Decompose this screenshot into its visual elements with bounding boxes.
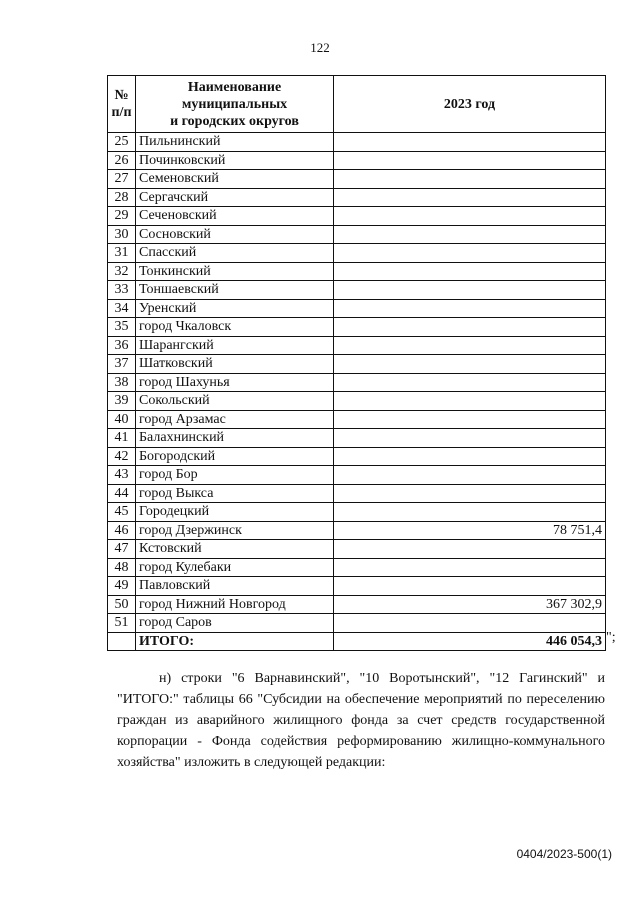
row-num: 51 [108, 614, 136, 633]
amendment-paragraph: н) строки "6 Варнавинский", "10 Воротынский", "12 Гагинский" и "ИТОГО:" таблицы 66 "Субсидии на обеспечение мероприятий по переселению граждан из аварийного жилищного фонда за счет средств государственной корпорации - Фонда содействия реформированию жилищно-коммунального хозяйства" изложить в следующей редакции: [117, 671, 605, 770]
table-row [108, 170, 606, 189]
row-name: город Выкса [136, 484, 334, 503]
row-name: Починковский [136, 151, 334, 170]
row-num: 44 [108, 484, 136, 503]
table-row [108, 466, 606, 485]
row-value: 78 751,4 [334, 521, 606, 540]
row-num: 37 [108, 355, 136, 374]
row-value [334, 429, 606, 448]
row-value [334, 355, 606, 374]
row-value [334, 373, 606, 392]
row-name: город Дзержинск [136, 521, 334, 540]
closing-quote: "; [606, 630, 616, 645]
row-value [334, 133, 606, 152]
table-header-row [108, 76, 606, 133]
table-row [108, 614, 606, 633]
table-row [108, 540, 606, 559]
table-row [108, 595, 606, 614]
table-row [108, 410, 606, 429]
header-num-line: № [114, 88, 129, 103]
row-num: 46 [108, 521, 136, 540]
row-value [334, 447, 606, 466]
table-row [108, 207, 606, 226]
row-value [334, 336, 606, 355]
row-value [334, 466, 606, 485]
row-num: 43 [108, 466, 136, 485]
row-num: 30 [108, 225, 136, 244]
row-num: 28 [108, 188, 136, 207]
table-row [108, 244, 606, 263]
row-num: 49 [108, 577, 136, 596]
row-name: город Кулебаки [136, 558, 334, 577]
table-row [108, 447, 606, 466]
header-name-line: муниципальных [181, 96, 288, 112]
row-value [334, 207, 606, 226]
total-row [108, 632, 606, 651]
row-name: Богородский [136, 447, 334, 466]
table-row [108, 281, 606, 300]
row-value [334, 151, 606, 170]
row-num: 36 [108, 336, 136, 355]
row-name: Кстовский [136, 540, 334, 559]
row-value [334, 503, 606, 522]
row-name: Сосновский [136, 225, 334, 244]
row-name: Павловский [136, 577, 334, 596]
row-value [334, 558, 606, 577]
row-num: 39 [108, 392, 136, 411]
row-value [334, 577, 606, 596]
total-label: ИТОГО: [136, 632, 334, 651]
row-value [334, 225, 606, 244]
table-row [108, 151, 606, 170]
row-num: 25 [108, 133, 136, 152]
row-value [334, 262, 606, 281]
row-value [334, 170, 606, 189]
row-name: город Бор [136, 466, 334, 485]
row-name: Сергачский [136, 188, 334, 207]
row-name: Спасский [136, 244, 334, 263]
table-row [108, 188, 606, 207]
header-year: 2023 год [334, 76, 606, 133]
row-num: 45 [108, 503, 136, 522]
row-name: город Саров [136, 614, 334, 633]
row-num: 32 [108, 262, 136, 281]
header-name-line: и городских округов [170, 113, 299, 129]
header-num [108, 76, 136, 133]
row-num: 38 [108, 373, 136, 392]
row-name: город Чкаловск [136, 318, 334, 337]
row-name: Сокольский [136, 392, 334, 411]
row-name: Шатковский [136, 355, 334, 374]
table-row [108, 521, 606, 540]
table-row [108, 225, 606, 244]
table-row [108, 577, 606, 596]
row-num: 48 [108, 558, 136, 577]
row-name: город Нижний Новгород [136, 595, 334, 614]
row-name: Тоншаевский [136, 281, 334, 300]
row-value: 367 302,9 [334, 595, 606, 614]
table-row [108, 355, 606, 374]
row-value [334, 484, 606, 503]
row-name: Городецкий [136, 503, 334, 522]
row-value [334, 318, 606, 337]
table-row [108, 429, 606, 448]
row-num: 26 [108, 151, 136, 170]
row-name: Уренский [136, 299, 334, 318]
table-row [108, 299, 606, 318]
row-name: город Арзамас [136, 410, 334, 429]
row-num: 31 [108, 244, 136, 263]
row-value [334, 299, 606, 318]
row-num: 27 [108, 170, 136, 189]
row-name: город Шахунья [136, 373, 334, 392]
row-value [334, 244, 606, 263]
page-number: 122 [310, 40, 330, 55]
header-num-line: п/п [111, 105, 132, 120]
row-num: 50 [108, 595, 136, 614]
row-value [334, 614, 606, 633]
table-row [108, 392, 606, 411]
table-row [108, 133, 606, 152]
row-value [334, 188, 606, 207]
row-name: Балахнинский [136, 429, 334, 448]
header-name-line: Наименование [187, 79, 282, 95]
row-num: 35 [108, 318, 136, 337]
row-num: 34 [108, 299, 136, 318]
row-value [334, 392, 606, 411]
row-name: Тонкинский [136, 262, 334, 281]
table-row [108, 336, 606, 355]
row-num: 40 [108, 410, 136, 429]
row-num: 33 [108, 281, 136, 300]
row-num: 47 [108, 540, 136, 559]
table-row [108, 558, 606, 577]
row-value [334, 540, 606, 559]
row-value [334, 410, 606, 429]
subsidy-table [107, 75, 606, 651]
document-code: 0404/2023-500(1) [516, 847, 612, 861]
row-value [334, 281, 606, 300]
row-num: 42 [108, 447, 136, 466]
row-num: 41 [108, 429, 136, 448]
table-row [108, 373, 606, 392]
row-name: Шарангский [136, 336, 334, 355]
row-name: Семеновский [136, 170, 334, 189]
table-row [108, 318, 606, 337]
row-num: 29 [108, 207, 136, 226]
table-row [108, 262, 606, 281]
total-num-cell [108, 632, 136, 651]
header-name [136, 76, 334, 133]
row-name: Пильнинский [136, 133, 334, 152]
table-row [108, 484, 606, 503]
row-name: Сеченовский [136, 207, 334, 226]
table-row [108, 503, 606, 522]
total-value: 446 054,3 [334, 632, 606, 651]
